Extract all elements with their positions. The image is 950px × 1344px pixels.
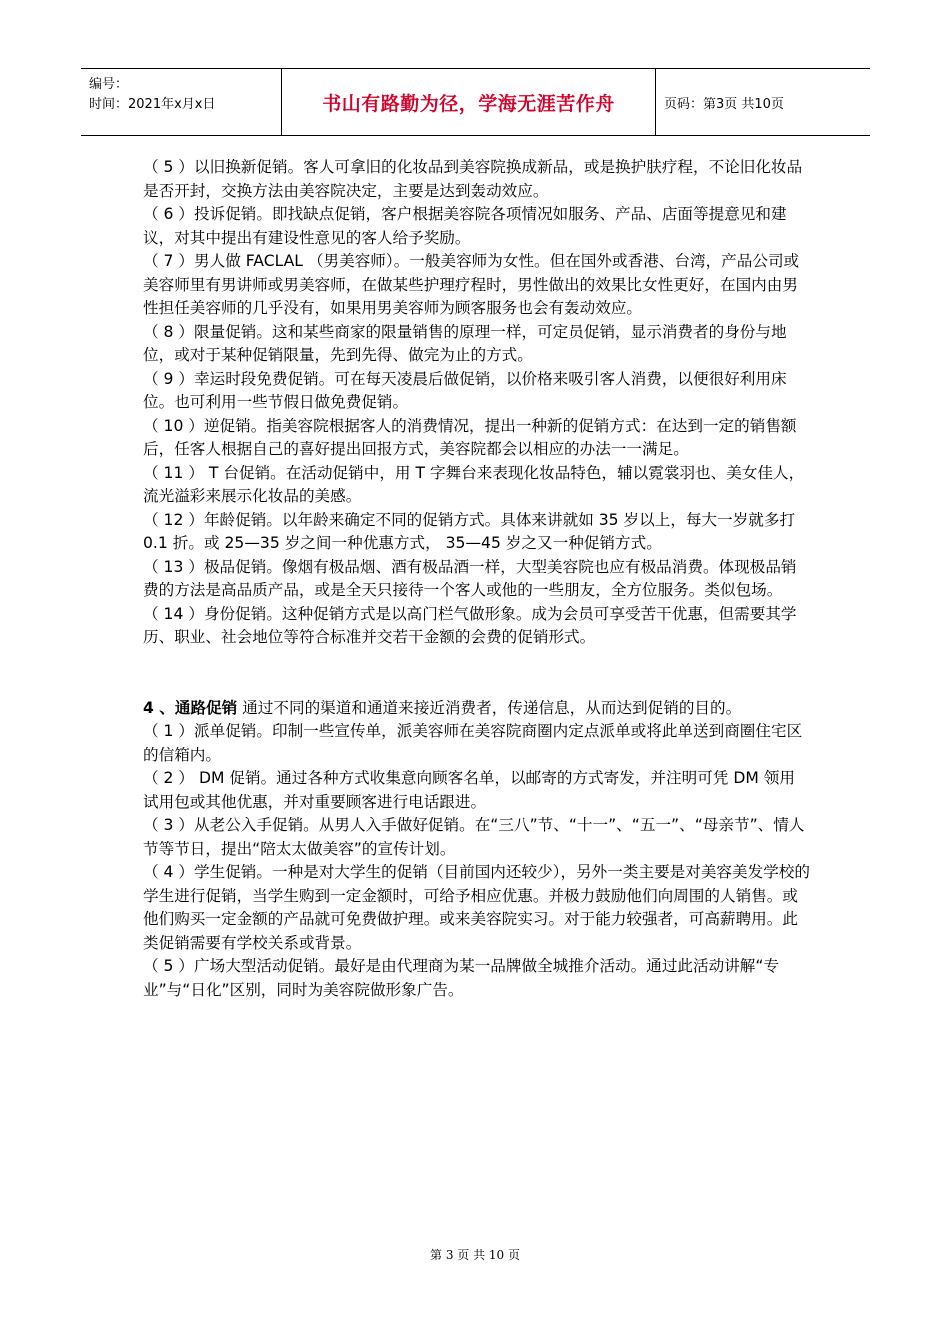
- section-spacer: [143, 650, 810, 697]
- header-meta: [81, 69, 282, 135]
- section-4-intro: [143, 697, 810, 721]
- paragraph: （ 1 ）派单促销。印制一些宣传单，派美容师在美容院商圈内定点派单或将此单送到商圈住宅区的信箱内。: [143, 722, 803, 764]
- header-page-number: 页码：第3页 共10页: [664, 96, 784, 112]
- document-time-label: 时间：2021年x月x日: [89, 97, 216, 112]
- paragraph: （ 9 ）幸运时段免费促销。可在每天凌晨后做促销，以价格来吸引客人消费，以便很好利用床位。也可利用一些节假日做免费促销。: [143, 369, 787, 411]
- page-header: [81, 68, 870, 136]
- paragraph: （ 3 ）从老公入手促销。从男人入手做好促销。在“三八”节、“十一”、“五一”、“母亲节”、情人节等节日，提出“陪太太做美容”的宣传计划。: [143, 816, 805, 858]
- section-4-heading: 4 、通路促销: [143, 698, 238, 717]
- section-4-intro-text: 通过不同的渠道和通道来接近消费者，传递信息，从而达到促销的目的。: [237, 698, 742, 717]
- paragraph: （ 4 ）学生促销。一种是对大学生的促销（目前国内还较少），另外一类主要是对美容美发学校的学生进行促销，当学生购到一定金额时，可给予相应优惠。并极力鼓励他们向周围的人销售。或他们购买一定金额的产品就可免费做护理。或来美容院实习。对于能力较强者，可高薪聘用。此类促销需要有学校关系或背景。: [143, 863, 810, 952]
- paragraph: （ 12 ）年龄促销。以年龄来确定不同的促销方式。具体来讲就如 35 岁以上，每大一岁就多打 0.1 折。或 25—35 岁之间一种优惠方式， 35—45 岁之又一种促销方式。: [143, 510, 796, 552]
- paragraph: （ 13 ）极品促销。像烟有极品烟、酒有极品酒一样，大型美容院也应有极品消费。体现极品销费的方法是高品质产品，或是全天只接待一个客人或他的一些朋友，全方位服务。类似包场。: [143, 557, 797, 599]
- document-number-label: 编号：: [89, 77, 129, 92]
- document-body: [143, 156, 810, 1002]
- header-motto: 书山有路勤为径，学海无涯苦作舟: [282, 69, 656, 135]
- paragraph: （ 14 ）身份促销。这种促销方式是以高门栏气做形象。成为会员可享受苦干优惠，但需要其学历、职业、社会地位等符合标准并交若干金额的会费的促销形式。: [143, 604, 797, 646]
- paragraph: （ 11 ） T 台促销。在活动促销中，用 T 字舞台来表现化妆品特色，辅以霓裳羽也、美女佳人，流光溢彩来展示化妆品的美感。: [143, 463, 805, 505]
- paragraph: （ 2 ） DM 促销。通过各种方式收集意向顾客名单，以邮寄的方式寄发，并注明可凭 DM 领用试用包或其他优惠，并对重要顾客进行电话跟进。: [143, 769, 795, 811]
- paragraph: （ 10 ）逆促销。指美容院根据客人的消费情况，提出一种新的促销方式：在达到一定的销售额后，任客人根据自己的喜好提出回报方式，美容院都会以相应的办法一一满足。: [143, 416, 797, 458]
- paragraph: （ 8 ）限量促销。这和某些商家的限量销售的原理一样，可定员促销，显示消费者的身份与地位，或对于某种促销限量，先到先得、做完为止的方式。: [143, 322, 787, 364]
- paragraph: （ 6 ）投诉促销。即找缺点促销，客户根据美容院各项情况如服务、产品、店面等提意见和建议，对其中提出有建设性意见的客人给予奖励。: [143, 205, 787, 247]
- paragraph: （ 5 ）以旧换新促销。客人可拿旧的化妆品到美容院换成新品，或是换护肤疗程，不论旧化妆品是否开封，交换方法由美容院决定，主要是达到轰动效应。: [143, 158, 803, 200]
- paragraph: （ 7 ）男人做 FACLAL （男美容师）。一般美容师为女性。但在国外或香港、台湾，产品公司或美容师里有男讲师或男美容师，在做某些护理疗程时，男性做出的效果比女性更好，在国内由男性担任美容师的几乎没有，如果用男美容师为顾客服务也会有轰动效应。: [143, 252, 800, 317]
- page-footer: 第 3 页 共 10 页: [430, 1248, 520, 1262]
- paragraph: （ 5 ）广场大型活动促销。最好是由代理商为某一品牌做全城推介活动。通过此活动讲解“专业”与“日化”区别，同时为美容院做形象广告。: [143, 957, 780, 999]
